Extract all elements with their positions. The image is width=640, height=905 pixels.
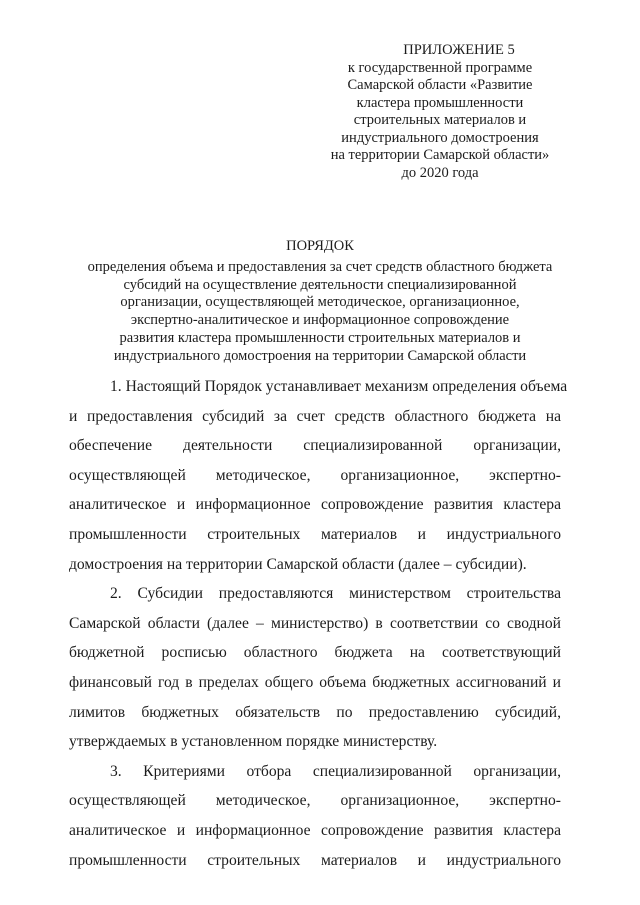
paragraph-line: 1. Настоящий Порядок устанавливает механизм определения объема bbox=[110, 378, 568, 395]
paragraph-line: аналитическое и информационное сопровождение развития кластера bbox=[69, 496, 561, 514]
paragraph-line: аналитическое и информационное сопровождение развития кластера bbox=[69, 821, 561, 839]
order-subtitle-line: развития кластера промышленности строительных материалов и bbox=[119, 329, 521, 346]
appendix-line: на территории Самарской области» bbox=[330, 147, 550, 163]
order-subtitle-line: субсидий на осуществление деятельности специализированной bbox=[123, 276, 517, 293]
order-subtitle-line: организации, осуществляющей методическое, организационное, bbox=[120, 294, 520, 311]
paragraph-line: 2. Субсидии предоставляются министерством строительства bbox=[110, 585, 561, 603]
paragraph-3 bbox=[69, 757, 561, 875]
order-subtitle-line: экспертно-аналитическое и информационное сопровождение bbox=[130, 312, 510, 329]
paragraph-line: обеспечение деятельности специализированной организации, bbox=[69, 437, 561, 455]
paragraph-line: бюджетной росписью областного бюджета на соответствующий bbox=[69, 644, 561, 662]
appendix-line: к государственной программе bbox=[347, 59, 533, 76]
paragraph-line: промышленности строительных материалов и индустриального bbox=[69, 851, 561, 869]
order-subtitle-line: определения объема и предоставления за счет средств областного бюджета bbox=[87, 258, 553, 275]
appendix-line: кластера промышленности bbox=[356, 94, 524, 111]
paragraph-line: Самарской области (далее – министерство) в соответствии со сводной bbox=[69, 614, 561, 632]
order-title: ПОРЯДОК bbox=[286, 238, 354, 254]
paragraph-line: осуществляющей методическое, организационное, экспертно- bbox=[69, 466, 561, 484]
appendix-line: до 2020 года bbox=[401, 164, 479, 181]
paragraph-1 bbox=[69, 372, 568, 579]
order-subtitle-line: индустриального домостроения на территории Самарской области bbox=[113, 347, 527, 364]
paragraph-line: домостроения на территории Самарской области (далее – субсидии). bbox=[69, 555, 527, 573]
appendix-line: Самарской области «Развитие bbox=[347, 77, 533, 93]
appendix-line: строительных материалов и bbox=[353, 112, 527, 128]
appendix-header bbox=[300, 42, 580, 182]
paragraph-line: 3. Критериями отбора специализированной организации, bbox=[110, 762, 561, 780]
appendix-line: индустриального домостроения bbox=[341, 129, 539, 146]
paragraph-2 bbox=[69, 579, 561, 757]
document-body bbox=[69, 372, 568, 875]
order-title-block bbox=[40, 238, 600, 366]
paragraph-line: лимитов бюджетных обязательств по предоставлению субсидий, bbox=[69, 703, 561, 721]
paragraph-line: утверждаемых в установленном порядке министерству. bbox=[69, 733, 438, 751]
appendix-heading: ПРИЛОЖЕНИЕ 5 bbox=[403, 42, 515, 58]
paragraph-line: и предоставления субсидий за счет средств областного бюджета на bbox=[69, 407, 561, 425]
paragraph-line: финансовый год в пределах общего объема бюджетных ассигнований и bbox=[69, 673, 561, 691]
paragraph-line: промышленности строительных материалов и индустриального bbox=[69, 525, 561, 543]
paragraph-line: осуществляющей методическое, организационное, экспертно- bbox=[69, 792, 561, 810]
